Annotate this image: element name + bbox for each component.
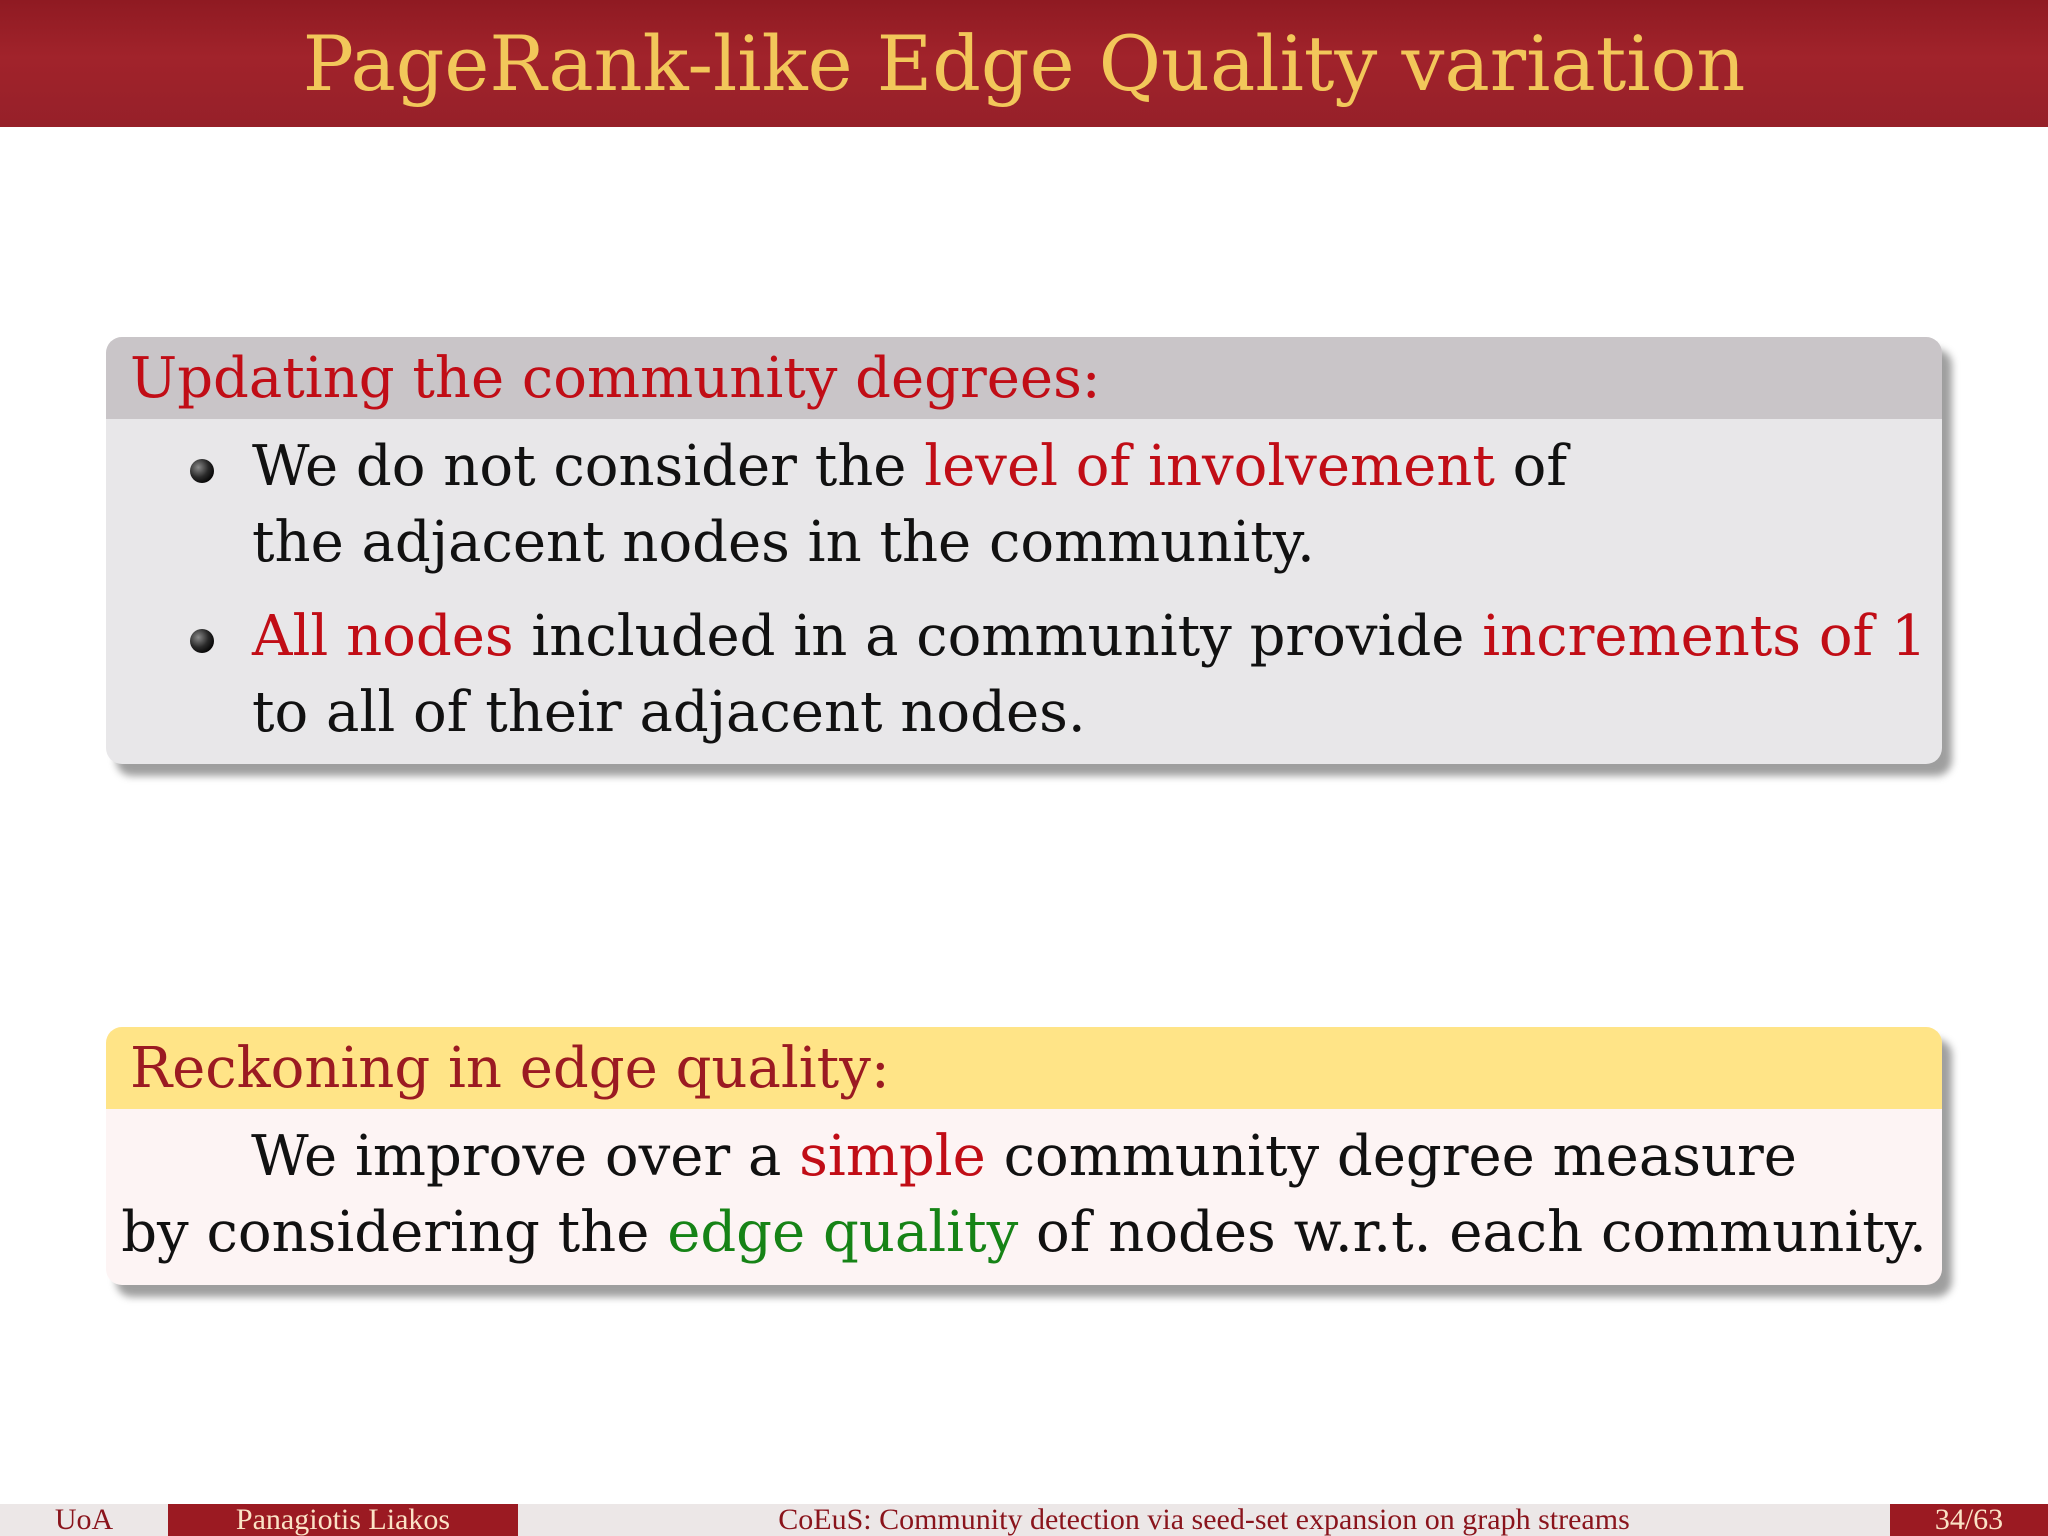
block-title: Reckoning in edge quality: (130, 1036, 890, 1101)
highlight-text: All nodes (252, 604, 514, 669)
highlight-text: increments of 1 (1482, 604, 1927, 669)
highlight-text: level of involvement (924, 434, 1495, 499)
block-header (106, 1027, 1942, 1109)
title-bar (0, 0, 2048, 127)
highlight-text-green: edge quality (667, 1200, 1019, 1265)
block-title: Updating the community degrees: (130, 346, 1101, 411)
slide-title: PageRank-like Edge Quality variation (302, 19, 1746, 108)
footer-author: Panagiotis Liakos (168, 1504, 518, 1536)
block-text-line: by considering the edge quality of nodes w.r.t. each community. (121, 1200, 1927, 1265)
block-reckoning-edge-quality (106, 1027, 1942, 1285)
block-text-line: We improve over a simple community degree measure (251, 1124, 1797, 1189)
highlight-text: simple (799, 1124, 986, 1189)
footer-talk-title: CoEuS: Community detection via seed-set expansion on graph streams (518, 1504, 1890, 1536)
bullet-text-line: to all of their adjacent nodes. (252, 680, 1086, 745)
block-header (106, 337, 1942, 419)
bullet-text-line: We do not consider the level of involvement of (252, 434, 1568, 499)
bullet-text-line: All nodes included in a community provide increments of 1 (252, 604, 1927, 669)
bullet-icon (190, 629, 214, 653)
bullet-icon (190, 459, 214, 483)
block-updating-community-degrees (106, 337, 1942, 764)
footer-institution: UoA (0, 1504, 168, 1536)
footer-page-number: 34/63 (1890, 1504, 2048, 1536)
footer-bar (0, 1504, 2048, 1536)
bullet-text-line: the adjacent nodes in the community. (252, 510, 1315, 575)
